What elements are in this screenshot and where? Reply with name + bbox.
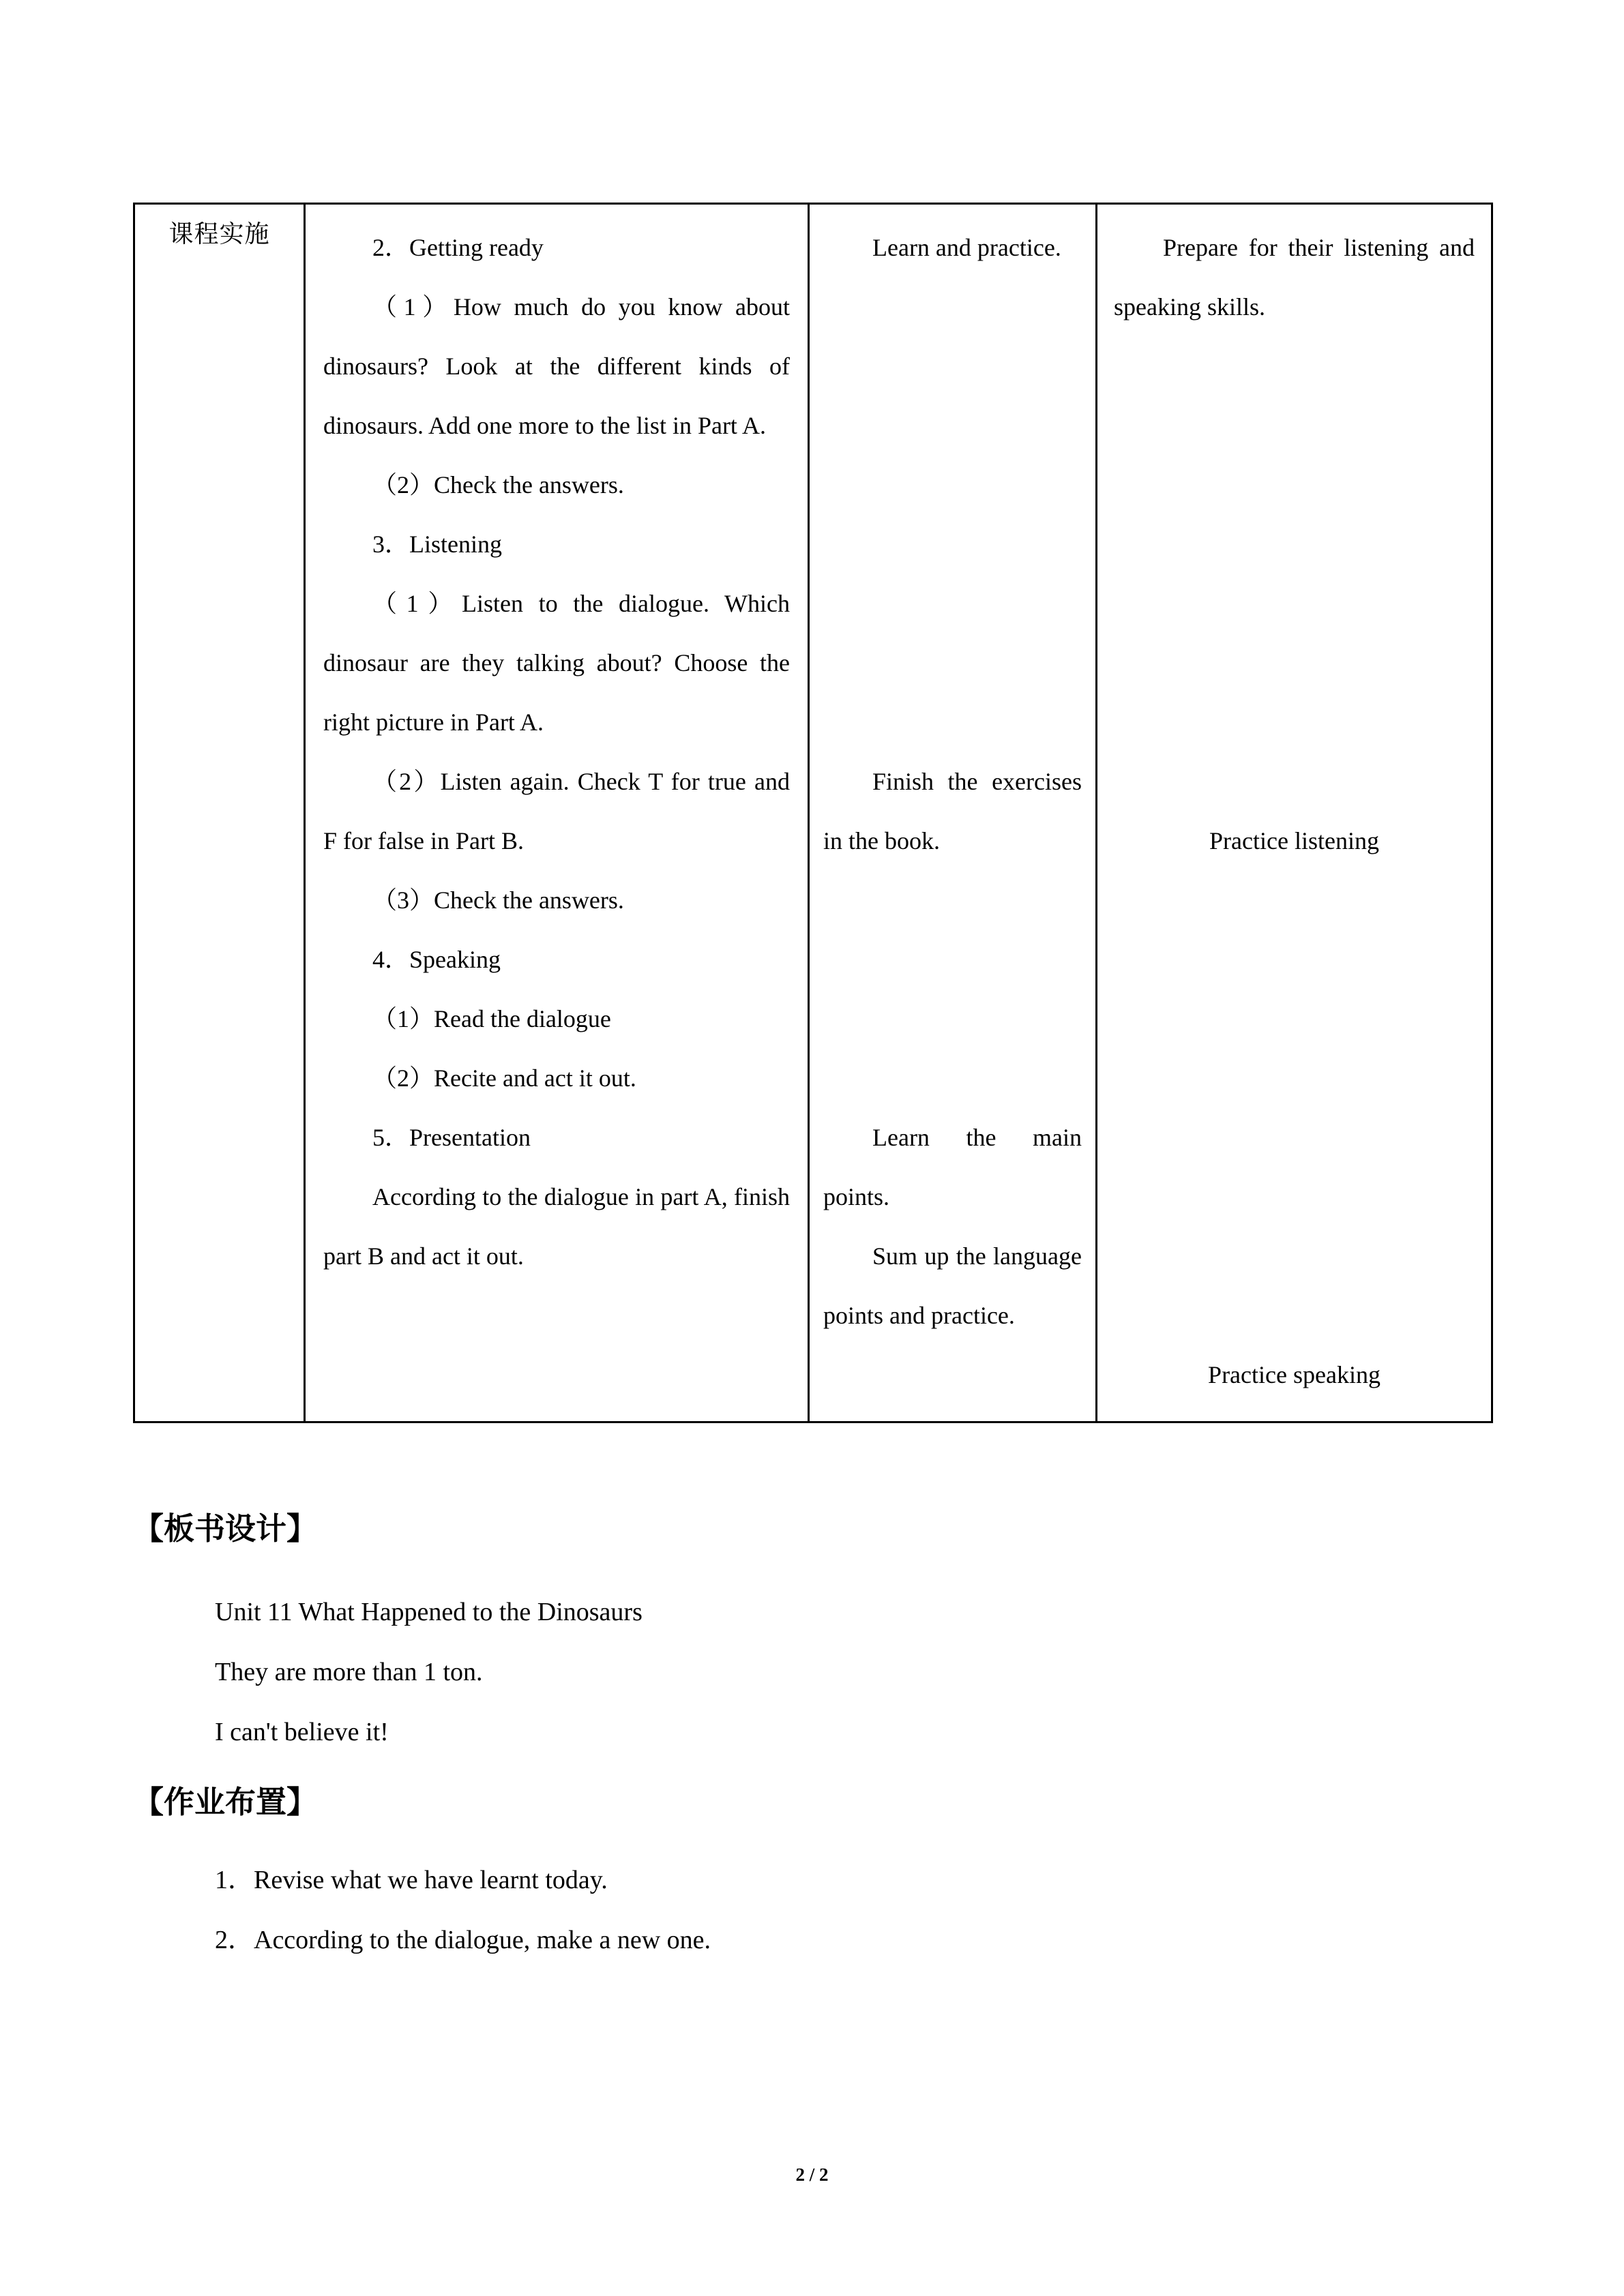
procedure-paragraph: （3）Check the answers. — [372, 886, 624, 914]
procedure-paragraph: （2）Recite and act it out. — [372, 1064, 636, 1092]
homework-heading: 【作业布置】 — [133, 1785, 318, 1819]
activity-item: Sum up the language points and practice. — [823, 1242, 1082, 1329]
procedure-paragraph: （1）How much do you know about dinosaurs? Look at the different kinds of dinosaurs. Add one more to the list in Part A. — [323, 293, 790, 439]
board-design-line: Unit 11 What Happened to the Dinosaurs — [215, 1598, 643, 1626]
procedure-content — [323, 218, 790, 1286]
procedure-paragraph: （2）Check the answers. — [372, 471, 624, 498]
homework-section — [133, 1850, 1491, 1970]
homework-item: 2．According to the dialogue, make a new one. — [215, 1926, 711, 1954]
procedure-paragraph: 2．Getting ready — [372, 234, 544, 261]
purpose-item: Practice speaking — [1208, 1361, 1381, 1388]
board-design-heading: 【板书设计】 — [133, 1511, 318, 1546]
activities-content — [823, 218, 1082, 1407]
purposes-content — [1114, 218, 1475, 1407]
stage-label: 课程实施 — [168, 220, 270, 248]
activity-item: Finish the exercises in the book. — [823, 768, 1082, 854]
board-design-line: They are more than 1 ton. — [215, 1658, 483, 1686]
procedure-paragraph: （1）Listen to the dialogue. Which dinosaur are they talking about? Choose the right picture in Part A. — [323, 590, 790, 736]
table-cell-stage-label — [134, 204, 305, 1422]
page-number: 2 / 2 — [795, 2164, 829, 2185]
procedure-paragraph: （2）Listen again. Check T for true and F for false in Part B. — [323, 768, 790, 854]
table-cell-purposes — [1097, 204, 1492, 1422]
procedure-paragraph: 3．Listening — [372, 531, 502, 558]
lesson-procedure-table — [133, 203, 1493, 1423]
procedure-paragraph: According to the dialogue in part A, finish part B and act it out. — [323, 1183, 790, 1270]
board-design-line: I can't believe it! — [215, 1718, 389, 1746]
purpose-item: Practice listening — [1209, 827, 1379, 854]
activity-item: Learn and practice. — [872, 234, 1061, 261]
activity-item: Learn the main points. — [823, 1124, 1082, 1210]
procedure-paragraph: （1）Read the dialogue — [372, 1005, 611, 1032]
purpose-item: Prepare for their listening and speaking skills. — [1114, 234, 1475, 320]
table-row — [134, 204, 1492, 1422]
procedure-paragraph: 4．Speaking — [372, 946, 501, 973]
table-cell-activities — [809, 204, 1097, 1422]
table-cell-procedure — [305, 204, 809, 1422]
homework-item: 1．Revise what we have learnt today. — [215, 1866, 608, 1894]
board-design-section — [133, 1582, 1491, 1762]
procedure-paragraph: 5．Presentation — [372, 1124, 531, 1151]
